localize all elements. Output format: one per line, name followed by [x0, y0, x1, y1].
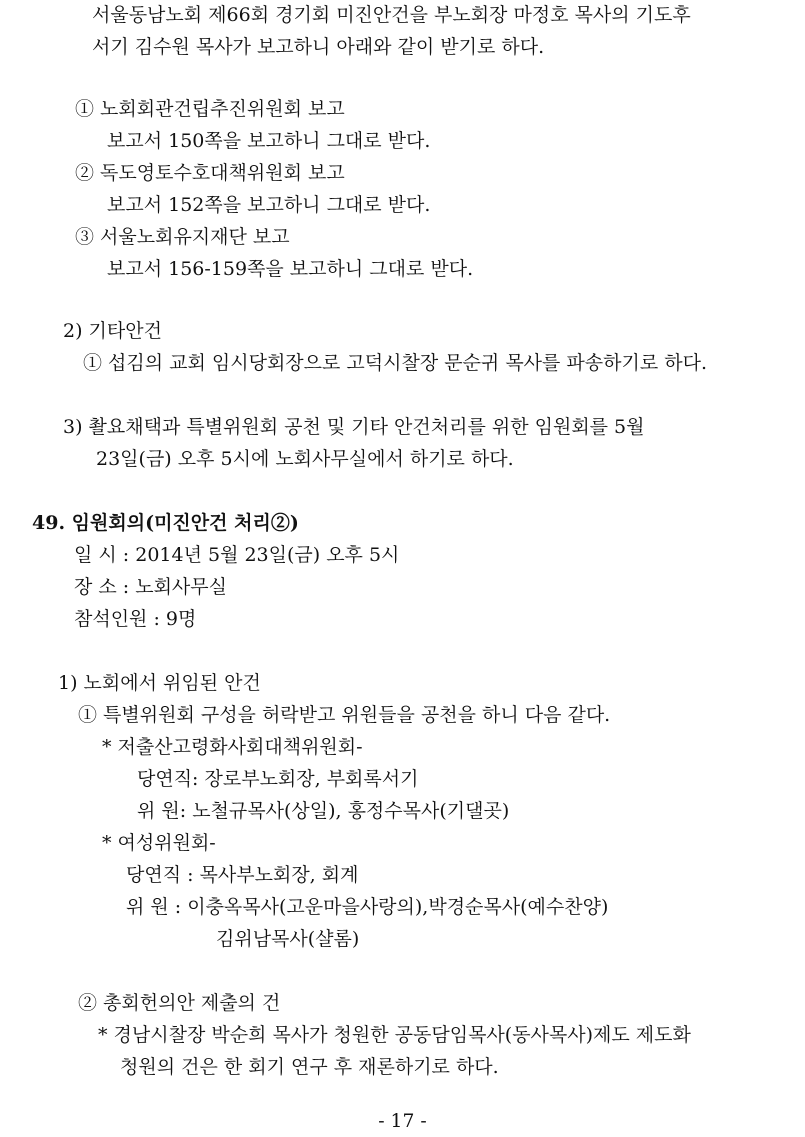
report-detail-3: 보고서 156-159쪽을 보고하니 그대로 받다. — [107, 258, 474, 280]
report-title-3: ③ 서울노회유지재단 보고 — [75, 226, 290, 248]
section-49-title: 49. 임원회의(미진안건 처리②) — [32, 512, 299, 534]
committee-1-name: * 저출산고령화사회대책위원회- — [102, 736, 363, 758]
third-line-1: 3) 촬요채택과 특별위원회 공천 및 기타 안건처리를 위한 임원회를 5월 — [63, 416, 645, 438]
third-line-2: 23일(금) 오후 5시에 노회사무실에서 하기로 하다. — [96, 448, 514, 470]
committee-2-name: * 여성위원회- — [102, 832, 216, 854]
delegated-heading: 1) 노회에서 위임된 안건 — [58, 672, 261, 694]
meeting-attendees: 참석인원 : 9명 — [74, 608, 197, 630]
delegated-item-1: ① 특별위원회 구성을 허락받고 위원들을 공천을 하니 다음 같다. — [78, 704, 611, 726]
committee-1-members: 위 원: 노철규목사(상일), 홍정수목사(기댈곳) — [137, 800, 510, 822]
report-detail-1: 보고서 150쪽을 보고하니 그대로 받다. — [107, 130, 431, 152]
report-detail-2: 보고서 152쪽을 보고하니 그대로 받다. — [107, 194, 431, 216]
intro-line-1: 서울동남노회 제66회 경기회 미진안건을 부노회장 마정호 목사의 기도후 — [92, 4, 691, 26]
delegated-item-2: ② 총회헌의안 제출의 건 — [78, 992, 281, 1014]
other-item: ① 섭김의 교회 임시당회장으로 고덕시찰장 문순귀 목사를 파송하기로 하다. — [83, 352, 707, 374]
report-title-1: ① 노회회관건립추진위원회 보고 — [75, 98, 345, 120]
report-title-2: ② 독도영토수호대책위원회 보고 — [75, 162, 345, 184]
meeting-date: 일 시 : 2014년 5월 23일(금) 오후 5시 — [74, 544, 400, 566]
committee-2-members: 위 원 : 이충옥목사(고운마을사랑의),박경순목사(예수찬양) — [126, 896, 609, 918]
page-number: - 17 - — [378, 1111, 427, 1132]
committee-2-members-cont: 김위남목사(샬롬) — [216, 928, 360, 950]
other-heading: 2) 기타안건 — [63, 320, 162, 342]
item-2-detail-1: * 경남시찰장 박순희 목사가 청원한 공동담임목사(동사목사)제도 제도화 — [98, 1024, 691, 1046]
meeting-place: 장 소 : 노회사무실 — [74, 576, 227, 598]
item-2-detail-2: 청원의 건은 한 회기 연구 후 재론하기로 하다. — [120, 1056, 499, 1078]
committee-2-ex-officio: 당연직 : 목사부노회장, 회계 — [126, 864, 359, 886]
committee-1-ex-officio: 당연직: 장로부노회장, 부회록서기 — [137, 768, 419, 790]
intro-line-2: 서기 김수원 목사가 보고하니 아래와 같이 받기로 하다. — [92, 36, 545, 58]
